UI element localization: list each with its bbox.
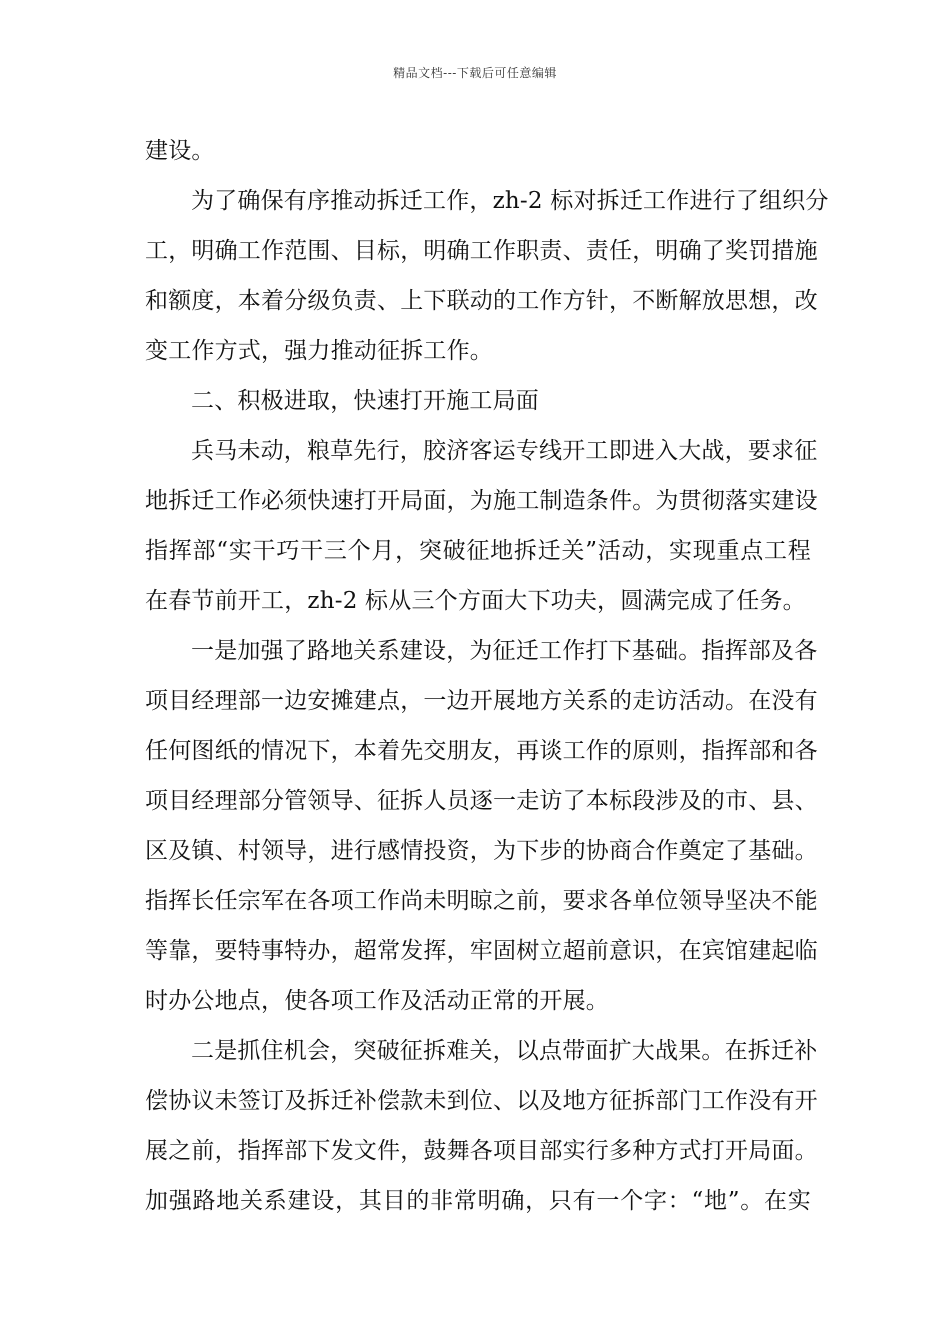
text-line: 二、积极进取，快速打开施工局面 <box>191 388 539 414</box>
text-line: 兵马未动，粮草先行，胶济客运专线开工即进入大战，要求征 <box>191 438 818 464</box>
page-header: 精品文档---下载后可任意编辑 <box>393 66 557 80</box>
paragraph-0 <box>145 126 811 176</box>
text-line: 一是加强了路地关系建设，为征迁工作打下基础。指挥部及各 <box>191 638 818 664</box>
text-line: 偿协议未签订及拆迁补偿款未到位、以及地方征拆部门工作没有开 <box>145 1088 818 1114</box>
text-line: 加强路地关系建设，其目的非常明确，只有一个字：“地”。在实 <box>145 1188 811 1214</box>
text-line: 指挥部“实干巧干三个月，突破征地拆迁关”活动，实现重点工程 <box>145 538 811 564</box>
paragraph-3 <box>145 426 818 626</box>
paragraph-4 <box>145 626 818 1026</box>
document-body <box>145 126 829 1226</box>
text-line: 和额度，本着分级负责、上下联动的工作方针，不断解放思想，改 <box>145 288 818 314</box>
text-line: 指挥长任宗军在各项工作尚未明晾之前，要求各单位领导坚决不能 <box>145 888 818 914</box>
text-line: 任何图纸的情况下，本着先交朋友，再谈工作的原则，指挥部和各 <box>145 738 818 764</box>
text-line: 二是抓住机会，突破征拆难关，以点带面扩大战果。在拆迁补 <box>191 1038 818 1064</box>
section-heading <box>145 376 811 426</box>
text-line: 项目经理部分管领导、征拆人员逐一走访了本标段涉及的市、县、 <box>145 788 818 814</box>
text-line: 在春节前开工，zh-2 标从三个方面大下功夫，圆满完成了任务。 <box>145 588 806 614</box>
text-line: 区及镇、村领导，进行感情投资，为下步的协商合作奠定了基础。 <box>145 838 818 864</box>
text-line: 为了确保有序推动拆迁工作，zh-2 标对拆迁工作进行了组织分 <box>191 188 829 214</box>
text-line: 地拆迁工作必须快速打开局面，为施工制造条件。为贯彻落实建设 <box>145 488 818 514</box>
text-line: 变工作方式，强力推动征拆工作。 <box>145 338 493 364</box>
text-line: 时办公地点，使各项工作及活动正常的开展。 <box>145 988 609 1014</box>
text-line: 等靠，要特事特办，超常发挥，牢固树立超前意识，在宾馆建起临 <box>145 938 818 964</box>
paragraph-5 <box>145 1026 818 1226</box>
paragraph-1 <box>145 176 829 376</box>
text-line: 工，明确工作范围、目标，明确工作职责、责任，明确了奖罚措施 <box>145 238 818 264</box>
text-line: 项目经理部一边安摊建点，一边开展地方关系的走访活动。在没有 <box>145 688 818 714</box>
text-line: 展之前，指挥部下发文件，鼓舞各项目部实行多种方式打开局面。 <box>145 1138 818 1164</box>
text-line: 建设。 <box>145 138 215 164</box>
